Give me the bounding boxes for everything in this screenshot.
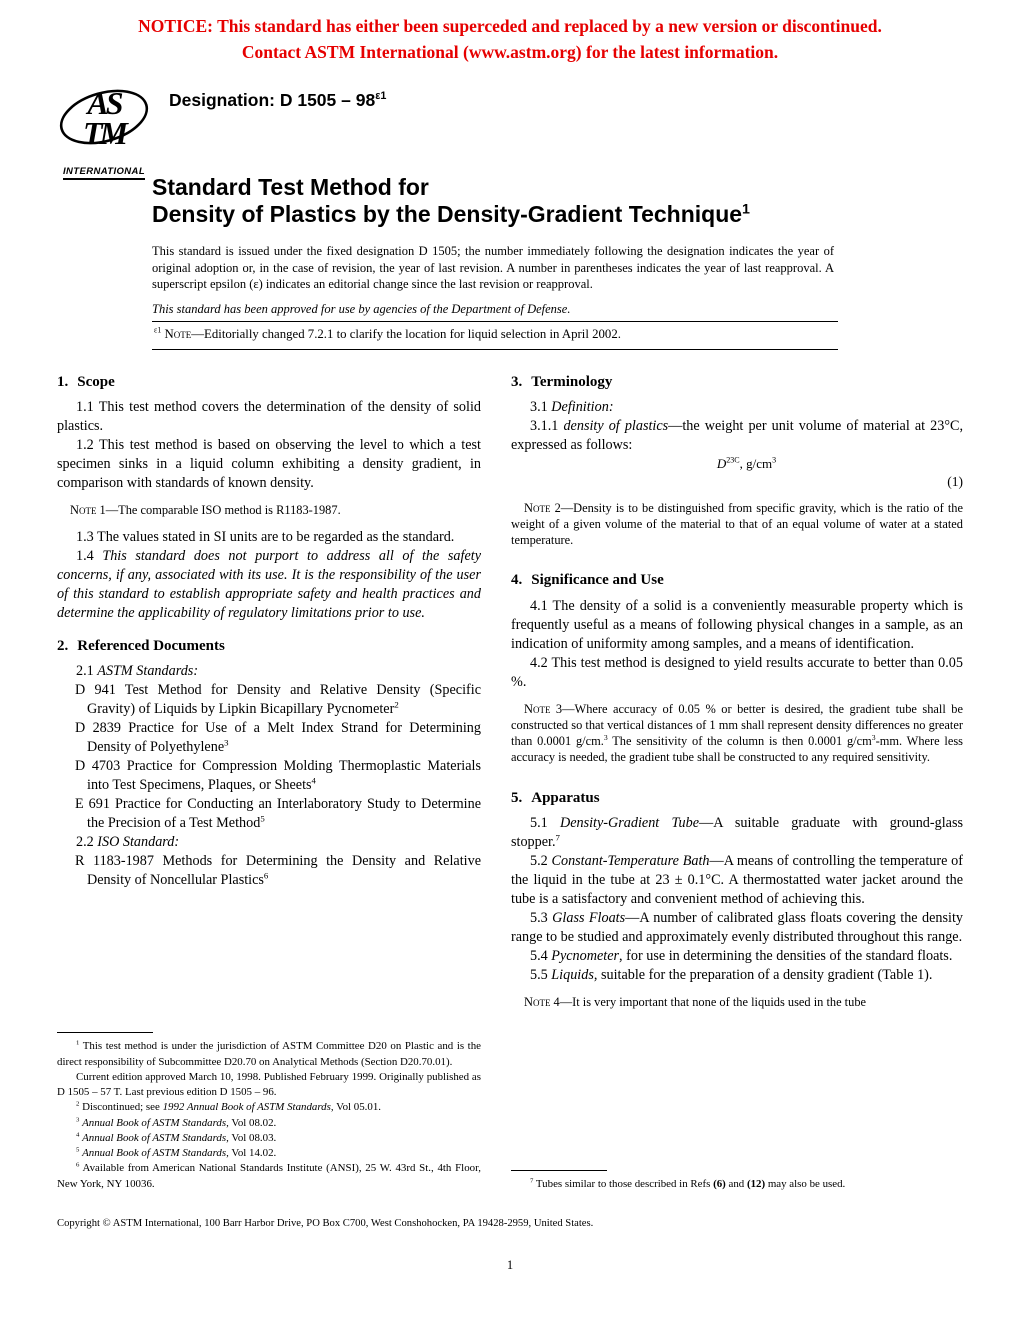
- right-footnotes: [511, 1170, 963, 1192]
- logo-subtitle: INTERNATIONAL: [63, 166, 145, 180]
- page-title: [152, 174, 750, 228]
- footnote-rule-right: [511, 1170, 607, 1171]
- paragraph-5-1: 5.1 Density-Gradient Tube—A suitable graduate with ground-glass stopper.$^7$: [511, 814, 964, 850]
- document-header: [57, 80, 386, 180]
- editorial-change-note: [152, 321, 838, 350]
- designation-epsilon-sup: ε1: [375, 90, 387, 103]
- footnote-5: $^5$ Annual Book of ASTM Standards, Vol 14.02.: [76, 1146, 277, 1160]
- editorial-epsilon-sup: ε1: [154, 325, 162, 335]
- editorial-note-text: —Editorially changed 7.2.1 to clarify the location for liquid selection in April 2002.: [191, 327, 621, 341]
- left-footnotes: [57, 1032, 481, 1192]
- designation-text: Designation: D 1505 – 98: [169, 90, 376, 110]
- paragraph-5-3: 5.3 Glass Floats—A number of calibrated glass floats covering the density range to be studied and approximately evenly distributed throughout this range.: [511, 909, 963, 945]
- section-4-heading: 4. Significance and Use: [511, 572, 664, 589]
- right-column: [511, 370, 963, 1192]
- reference-item-d2839: D 2839 Practice for Use of a Melt Index Strand for Determining Density of Polyethylene$^3$: [75, 719, 481, 755]
- supersession-notice: [0, 0, 1020, 66]
- logo-letters-bottom: TM: [83, 115, 125, 151]
- body-columns: [57, 370, 963, 1192]
- note-4: Note 4—It is very important that none of the liquids used in the tube: [524, 995, 867, 1010]
- footnote-4: $^4$ Annual Book of ASTM Standards, Vol 08.03.: [76, 1131, 277, 1144]
- section-5-heading: 5. Apparatus: [511, 789, 600, 806]
- paragraph-5-2: 5.2 Constant-Temperature Bath—A means of controlling the temperature of the liquid in the tube at 23 ± 0.1°C. A thermostatted water jacket around the tube is a satisfactory and convenient method of achieving this.: [511, 852, 963, 907]
- notice-line-2: Contact ASTM International (www.astm.org) for the latest information.: [241, 42, 779, 63]
- footnote-6: $^6$ Available from American National Standards Institute (ANSI), 25 W. 43rd St., 4th Floor, New York, NY 10036.: [57, 1161, 481, 1190]
- note-3: Note 3—Where accuracy of 0.05 % or better is desired, the gradient tube shall be constructed so that vertical distances of 1 mm shall represent density differences no greater than 0.0001 g/cm.$^3$ The sensitivity of the column is then 0.0001 $g/cm^3-mm$. Where less accuracy is needed, the gradient tube shall be constructed to any required sensitivity.: [511, 701, 964, 765]
- footnote-3: $^3$ Annual Book of ASTM Standards, Vol 08.02.: [76, 1116, 277, 1129]
- paragraph-2-1: 2.1 ASTM Standards:: [76, 662, 199, 679]
- paragraph-4-1: 4.1 The density of a solid is a conveniently measurable property which is frequently useful as a means of following physical changes in a sample, as an indication of uniformity among samples, and a means of identification.: [511, 597, 963, 652]
- equation-1: $D^{23C}$, $g/cm^3$: [716, 455, 777, 472]
- paragraph-2-2: 2.2 ISO Standard:: [76, 834, 180, 851]
- paragraph-1-4: 1.4 This standard does not purport to address all of the safety concerns, if any, associated with its use. It is the responsibility of the user of this standard to establish appropriate safety and health practices and determine the applicability of regulatory limitations prior to use.: [57, 547, 481, 621]
- title-line-2: Density of Plastics by the Density-Gradient Technique$^1$: [152, 201, 750, 228]
- note-1: Note 1—The comparable ISO method is R1183-1987.: [70, 503, 341, 518]
- reference-item-d4703: D 4703 Practice for Compression Molding Thermoplastic Materials into Test Specimens, Plaques, or Sheets$^4$: [75, 757, 481, 793]
- title-footnote-sup: 1: [742, 201, 750, 218]
- logo-letters-top: AS: [87, 85, 121, 121]
- note-2: Note 2—Density is to be distinguished from specific gravity, which is the ratio of the weight of a given volume of the material to that of an equal volume of water at a stated temperature.: [511, 500, 963, 548]
- paragraph-3-1: 3.1 Definition:: [530, 399, 614, 416]
- paragraph-4-2: 4.2 This test method is designed to yield results accurate to better than 0.05 %.: [511, 654, 963, 690]
- paragraph-5-4: 5.4 Pycnometer, for use in determining the densities of the standard floats.: [530, 947, 953, 964]
- paragraph-1-1: 1.1 This test method covers the determination of the density of solid plastics.: [57, 399, 481, 435]
- dod-approval-line: This standard has been approved for use by agencies of the Department of Defense.: [152, 302, 571, 316]
- footnote-1: $^1$ This test method is under the jurisdiction of ASTM Committee D20 on Plastic and is the direct responsibility of Subcommittee D20.70 on Analytical Methods (Section D20.70.01).: [57, 1039, 481, 1068]
- notice-line-1: NOTICE: This standard has either been superceded and replaced by a new version or discontinued.: [138, 16, 882, 36]
- paragraph-1-3: 1.3 The values stated in SI units are to be regarded as the standard.: [76, 528, 455, 545]
- reference-item-e691: E 691 Practice for Conducting an Interlaboratory Study to Determine the Precision of a Test Method$^5$: [75, 795, 481, 831]
- section-1-heading: 1. Scope: [57, 374, 115, 390]
- designation: [169, 90, 386, 111]
- equation-1-number: (1): [947, 473, 963, 489]
- footnote-7: $^7$ Tubes similar to those described in Refs (6) and (12) may also be used.: [530, 1177, 846, 1190]
- paragraph-5-5: 5.5 Liquids, suitable for the preparation of a density gradient (Table 1).: [530, 967, 933, 984]
- astm-logo: [57, 80, 151, 180]
- paragraph-1-2: 1.2 This test method is based on observing the level to which a test specimen sinks in a liquid column exhibiting a density gradient, in comparison with standards of known density.: [57, 437, 481, 492]
- title-line-1: Standard Test Method for: [152, 174, 429, 200]
- section-3-heading: 3. Terminology: [511, 374, 613, 390]
- section-2-heading: 2. Referenced Documents: [57, 637, 225, 654]
- footnote-2: $^2$ Discontinued; see 1992 Annual Book of ASTM Standards, Vol 05.01.: [76, 1100, 381, 1114]
- editorial-note-label: Note: [164, 327, 192, 341]
- reference-item-d941: D 941 Test Method for Density and Relative Density (Specific Gravity) of Liquids by Lipkin Bicapillary Pycnometer$^2$: [75, 681, 481, 717]
- left-column: [57, 370, 481, 1192]
- reference-item-r1183: R 1183-1987 Methods for Determining the Density and Relative Density of Noncellular Plastics$^6$: [75, 853, 481, 889]
- issuance-paragraph: This standard is issued under the fixed designation D 1505; the number immediately following the designation indicates the year of original adoption or, in the case of revision, the year of last revision. A number in parentheses indicates the year of last reapproval. A superscript epsilon (ε) indicates an editorial change since the last revision or reapproval.: [152, 244, 834, 292]
- astm-logo-icon: [57, 80, 151, 156]
- paragraph-3-1-1: 3.1.1 density of plastics—the weight per unit volume of material at 23°C, expressed as follows:: [511, 418, 964, 454]
- copyright-line: Copyright © ASTM International, 100 Barr Harbor Drive, PO Box C700, West Conshohocken, PA 19428-2959, United States.: [57, 1218, 594, 1229]
- page-number: 1: [506, 1258, 514, 1272]
- footnote-rule-left: [57, 1032, 153, 1033]
- footnote-1-continued: Current edition approved March 10, 1998. Published February 1999. Originally published as D 1505 – 57 T. Last previous edition D 1505 – 96.: [57, 1070, 481, 1099]
